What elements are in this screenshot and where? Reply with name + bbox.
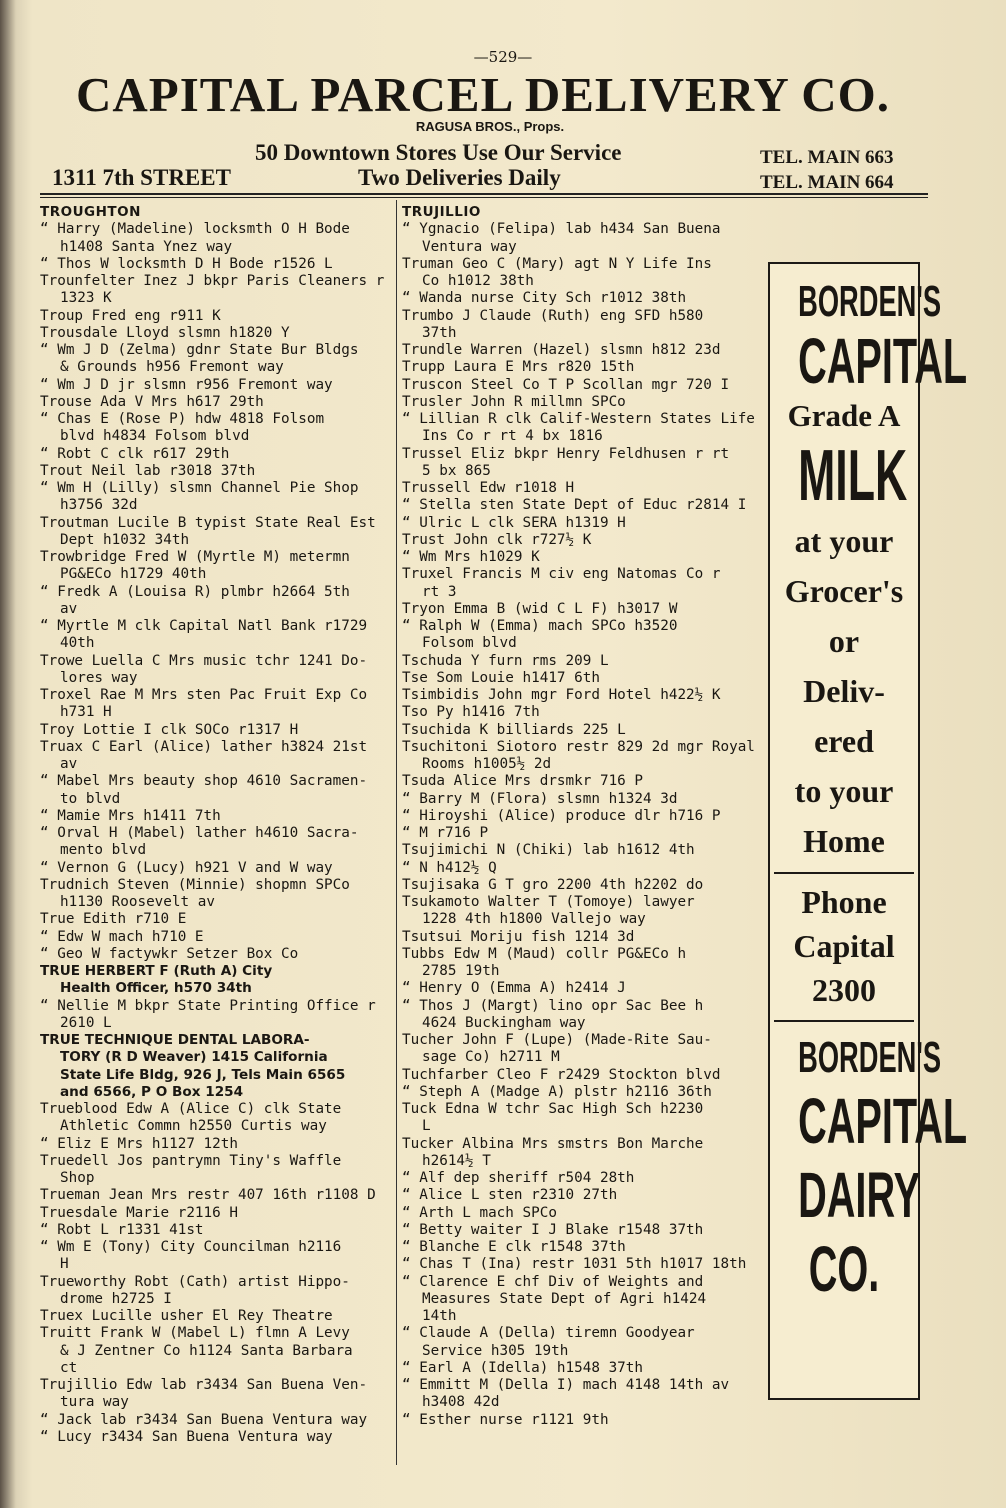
ad-divider-1 [774, 872, 914, 874]
directory-line: “ Mamie Mrs h1411 7th [40, 807, 221, 824]
directory-line: Truex Lucille usher El Rey Theatre [40, 1308, 333, 1324]
directory-line: “ Stella sten State Dept of Educ r2814 I [402, 497, 747, 514]
directory-line: Tsuchitoni Siotoro restr 829 2d mgr Royal [402, 738, 755, 755]
page-number: —529— [473, 48, 533, 66]
ad-phone-number: 2300 [812, 972, 876, 1008]
directory-line: “ Henry O (Emma A) h2414 J [402, 980, 626, 997]
directory-line: TRUE HERBERT F (Ruth A) City [40, 963, 273, 979]
directory-line: Tsujimichi N (Chiki) lab h1612 4th [402, 842, 695, 859]
directory-line: Troy Lottie I clk SOCo r1317 H [40, 721, 299, 738]
directory-line: Truxel Francis M civ eng Natomas Co r [402, 566, 721, 583]
directory-line: Measures State Dept of Agri h1424 [422, 1290, 707, 1307]
directory-line: Folsom blvd [422, 635, 517, 652]
ad-brand-bottom: BORDEN'S [798, 1033, 942, 1082]
ad-capital-top: CAPITAL [798, 325, 968, 397]
directory-line: “ Wm Mrs h1029 K [402, 549, 540, 565]
directory-line: TRUE TECHNIQUE DENTAL LABORA- [40, 1032, 310, 1048]
ad-or: or [828, 623, 860, 659]
directory-line: Trussell Edw r1018 H [402, 480, 575, 496]
directory-line: Truscon Steel Co T P Scollan mgr 720 I [402, 376, 730, 393]
directory-line: Trousdale Lloyd slsmn h1820 Y [40, 324, 290, 341]
ad-at-your: at your [794, 523, 894, 559]
column-divider [396, 200, 397, 1465]
directory-line: “ N h412½ Q [402, 859, 497, 876]
directory-line: True Edith r710 E [40, 911, 187, 928]
directory-line: “ Nellie M bkpr State Printing Office r [40, 997, 376, 1014]
directory-line: Truitt Frank W (Mabel L) flmn A Levy [40, 1325, 350, 1342]
directory-line: Truedell Jos pantrymn Tiny's Waffle [40, 1152, 342, 1169]
directory-line: Troup Fred eng r911 K [40, 307, 221, 324]
directory-line: Tse Som Louie h1417 6th [402, 669, 600, 686]
directory-line: mento blvd [60, 842, 147, 859]
directory-line: Trumbo J Claude (Ruth) eng SFD h580 [402, 307, 704, 324]
banner-title: CAPITAL PARCEL DELIVERY CO. [76, 67, 890, 122]
directory-line: 1323 K [60, 290, 112, 307]
directory-line: “ Clarence E chf Div of Weights and [402, 1273, 704, 1290]
directory-line: 2610 L [60, 1014, 112, 1031]
directory-line: Trowe Luella C Mrs music tchr 1241 Do- [40, 652, 368, 669]
directory-line: Truax C Earl (Alice) lather h3824 21st [40, 738, 368, 755]
directory-line: 2785 19th [422, 963, 500, 979]
directory-line: blvd h4834 Folsom blvd [60, 428, 250, 445]
ad-milk: MILK [798, 436, 908, 516]
directory-line: “ Wm E (Tony) City Councilman h2116 [40, 1239, 342, 1255]
directory-line: “ Earl A (Idella) h1548 37th [402, 1359, 644, 1376]
directory-line: Trout Neil lab r3018 37th [40, 462, 256, 479]
banner-street-address: 1311 7th STREET [52, 165, 231, 190]
ad-to-your: to your [794, 773, 894, 809]
directory-line: “ Wm J D jr slsmn r956 Fremont way [40, 376, 333, 393]
directory-line: “ Robt C clk r617 29th [40, 445, 230, 462]
directory-line: and 6566, P O Box 1254 [60, 1083, 244, 1100]
directory-line: “ Harry (Madeline) locksmth O H Bode [40, 221, 350, 238]
directory-line: Co h1012 38th [422, 273, 534, 289]
directory-line: “ Orval H (Mabel) lather h4610 Sacra- [40, 825, 359, 841]
directory-line: “ Barry M (Flora) slsmn h1324 3d [402, 790, 678, 807]
directory-line: Ventura way [422, 238, 517, 255]
directory-line: Tuchfarber Cleo F r2429 Stockton blvd [402, 1066, 721, 1083]
directory-line: L [422, 1118, 431, 1135]
directory-line: “ Steph A (Madge A) plstr h2116 36th [402, 1083, 712, 1100]
directory-line: “ Chas T (Ina) restr 1031 5th h1017 18th [402, 1256, 747, 1273]
directory-line: “ Wm H (Lilly) slsmn Channel Pie Shop [40, 480, 359, 496]
directory-line: ct [60, 1359, 78, 1376]
directory-line: tura way [60, 1394, 129, 1411]
directory-line: “ Lillian R clk Calif-Western States Life [402, 411, 755, 427]
directory-line: h1408 Santa Ynez way [60, 238, 233, 255]
directory-line: Troxel Rae M Mrs sten Pac Fruit Exp Co [40, 687, 368, 703]
ad-co: CO. [808, 1233, 880, 1305]
ad-home: Home [803, 823, 885, 859]
directory-line: sage Co) h2711 M [422, 1049, 560, 1066]
directory-line: “ Blanche E clk r1548 37th [402, 1239, 626, 1255]
directory-line: Trouse Ada V Mrs h617 29th [40, 393, 264, 410]
directory-line: to blvd [60, 790, 121, 807]
directory-line: “ Claude A (Della) tiremn Goodyear [402, 1325, 695, 1342]
directory-line: “ Thos J (Margt) lino opr Sac Bee h [402, 997, 704, 1014]
directory-line: “ Alice L sten r2310 27th [402, 1187, 618, 1204]
left-directory-column [40, 204, 392, 1446]
directory-line: “ Eliz E Mrs h1127 12th [40, 1135, 238, 1152]
directory-line: Tubbs Edw M (Maud) collr PG&ECo h [402, 945, 687, 962]
directory-line: Tschuda Y furn rms 209 L [402, 652, 609, 669]
banner-telephone-1: TEL. MAIN 663 [760, 147, 894, 168]
directory-line: Truesdale Marie r2116 H [40, 1204, 238, 1221]
directory-line: “ Wanda nurse City Sch r1012 38th [402, 290, 687, 307]
directory-line: Trupp Laura E Mrs r820 15th [402, 359, 635, 376]
directory-line: Tucker Albina Mrs smstrs Bon Marche [402, 1135, 704, 1152]
section-heading: TRUJILLIO [402, 204, 481, 220]
directory-line: Tucher John F (Lupe) (Made-Rite Sau- [402, 1032, 712, 1048]
directory-line: PG&ECo h1729 40th [60, 566, 207, 583]
directory-line: “ Esther nurse r1121 9th [402, 1411, 609, 1428]
directory-line: Tuck Edna W tchr Sac High Sch h2230 [402, 1101, 704, 1117]
directory-line: Trusler John R millmn SPCo [402, 393, 626, 410]
directory-line: Trueman Jean Mrs restr 407 16th r1108 D [40, 1187, 376, 1204]
directory-line: “ Ulric L clk SERA h1319 H [402, 514, 626, 531]
banner-proprietors: RAGUSA BROS., Props. [415, 119, 565, 134]
directory-line: “ Mabel Mrs beauty shop 4610 Sacramen- [40, 773, 368, 790]
directory-line: Trudnich Steven (Minnie) shopmn SPCo [40, 876, 350, 893]
directory-line: 40th [60, 635, 95, 652]
directory-line: h1130 Roosevelt av [60, 894, 215, 910]
directory-line: Trueblood Edw A (Alice C) clk State [40, 1101, 342, 1117]
directory-line: av [60, 756, 78, 772]
ad-dairy: DAIRY [798, 1159, 921, 1231]
directory-line: 4624 Buckingham way [422, 1014, 586, 1031]
directory-line: Trust John clk r727½ K [402, 531, 592, 548]
directory-line: Tsujisaka G T gro 2200 4th h2202 do [402, 876, 704, 893]
directory-line: h2614½ T [422, 1152, 491, 1169]
ad-phone: Phone [801, 884, 887, 920]
directory-line: Tsuchida K billiards 225 L [402, 721, 626, 738]
directory-line: 1228 4th h1800 Vallejo way [422, 911, 646, 928]
directory-line: “ Geo W factywkr Setzer Box Co [40, 945, 299, 962]
directory-line: “ Wm J D (Zelma) gdnr State Bur Bldgs [40, 342, 359, 358]
header-rule [40, 193, 928, 195]
directory-line: H [60, 1256, 69, 1273]
directory-line: “ Robt L r1331 41st [40, 1221, 204, 1238]
directory-line: TORY (R D Weaver) 1415 California [60, 1049, 328, 1066]
borden-dairy-advertisement [768, 262, 968, 1400]
directory-line: Trundle Warren (Hazel) slsmn h812 23d [402, 342, 721, 358]
directory-line: av [60, 600, 78, 617]
directory-line: “ Chas E (Rose P) hdw 4818 Folsom [40, 411, 325, 427]
ad-grocers: Grocer's [784, 573, 904, 609]
directory-line: Troutman Lucile B typist State Real Est [40, 514, 376, 531]
directory-line: “ Emmitt M (Della I) mach 4148 14th av [402, 1377, 730, 1393]
directory-line: Ins Co r rt 4 bx 1816 [422, 428, 603, 445]
ad-deliv: Deliv- [803, 673, 885, 709]
directory-line: “ Ralph W (Emma) mach SPCo h3520 [402, 618, 678, 634]
directory-line: Tsimbidis John mgr Ford Hotel h422½ K [402, 687, 721, 703]
ad-grade: Grade A [787, 398, 901, 433]
directory-line: “ Vernon G (Lucy) h921 V and W way [40, 859, 333, 876]
middle-directory-column [402, 204, 762, 1429]
directory-line: Tsutsui Moriju fish 1214 3d [402, 928, 635, 945]
directory-line: “ Jack lab r3434 San Buena Ventura way [40, 1411, 368, 1428]
directory-line: 37th [422, 324, 457, 341]
directory-line: Trueworthy Robt (Cath) artist Hippo- [40, 1273, 350, 1290]
directory-line: Trounfelter Inez J bkpr Paris Cleaners r [40, 273, 385, 289]
directory-line: Tryon Emma B (wid C L F) h3017 W [402, 600, 678, 617]
banner-deliveries-line: Two Deliveries Daily [358, 165, 561, 190]
header-rule-thin [40, 197, 928, 198]
directory-line: Tsuda Alice Mrs drsmkr 716 P [402, 773, 644, 790]
directory-line: Trussel Eliz bkpr Henry Feldhusen r rt [402, 445, 730, 462]
ad-divider-2 [774, 1020, 914, 1022]
directory-line: “ Betty waiter I J Blake r1548 37th [402, 1221, 704, 1238]
ad-phone-exchange: Capital [793, 928, 895, 964]
directory-line: Athletic Commn h2550 Curtis way [60, 1118, 327, 1135]
ad-ered: ered [814, 723, 874, 759]
directory-line: “ Ygnacio (Felipa) lab h434 San Buena [402, 221, 721, 238]
directory-line: rt 3 [422, 583, 457, 600]
directory-line: lores way [60, 669, 138, 686]
directory-line: State Life Bldg, 926 J, Tels Main 6565 [60, 1066, 346, 1083]
directory-line: “ Alf dep sheriff r504 28th [402, 1170, 635, 1186]
directory-line: Shop [60, 1170, 95, 1186]
ad-brand-top: BORDEN'S [798, 277, 942, 326]
directory-line: Tso Py h1416 7th [402, 704, 540, 721]
banner-stores-line: 50 Downtown Stores Use Our Service [255, 140, 622, 165]
directory-line: Trowbridge Fred W (Myrtle M) metermn [40, 549, 350, 565]
directory-line: “ M r716 P [402, 825, 489, 841]
directory-line: h3756 32d [60, 497, 138, 514]
directory-line: “ Hiroyshi (Alice) produce dlr h716 P [402, 807, 721, 824]
directory-line: h731 H [60, 704, 112, 721]
directory-line: “ Lucy r3434 San Buena Ventura way [40, 1428, 333, 1445]
section-heading: TROUGHTON [40, 204, 141, 220]
directory-line: Service h305 19th [422, 1342, 569, 1359]
directory-line: Tsukamoto Walter T (Tomoye) lawyer [402, 894, 695, 910]
directory-line: “ Myrtle M clk Capital Natl Bank r1729 [40, 618, 368, 634]
directory-line: “ Arth L mach SPCo [402, 1204, 557, 1221]
directory-line: Truman Geo C (Mary) agt N Y Life Ins [402, 255, 712, 272]
directory-line: drome h2725 I [60, 1290, 172, 1307]
directory-line: Dept h1032 34th [60, 531, 190, 548]
directory-line: 14th [422, 1308, 457, 1324]
directory-line: & Grounds h956 Fremont way [60, 359, 284, 376]
banner-telephone-2: TEL. MAIN 664 [760, 172, 894, 193]
directory-line: & J Zentner Co h1124 Santa Barbara [60, 1342, 353, 1359]
directory-line: “ Thos W locksmth D H Bode r1526 L [40, 255, 333, 272]
directory-line: “ Fredk A (Louisa R) plmbr h2664 5th [40, 583, 350, 600]
directory-line: “ Edw W mach h710 E [40, 928, 204, 945]
directory-line: 5 bx 865 [422, 462, 491, 479]
ad-capital-bottom: CAPITAL [798, 1085, 968, 1157]
directory-line: h3408 42d [422, 1394, 500, 1411]
directory-line: Rooms h1005½ 2d [422, 756, 552, 772]
directory-line: Health Officer, h570 34th [60, 980, 252, 997]
directory-line: Trujillio Edw lab r3434 San Buena Ven- [40, 1377, 368, 1393]
